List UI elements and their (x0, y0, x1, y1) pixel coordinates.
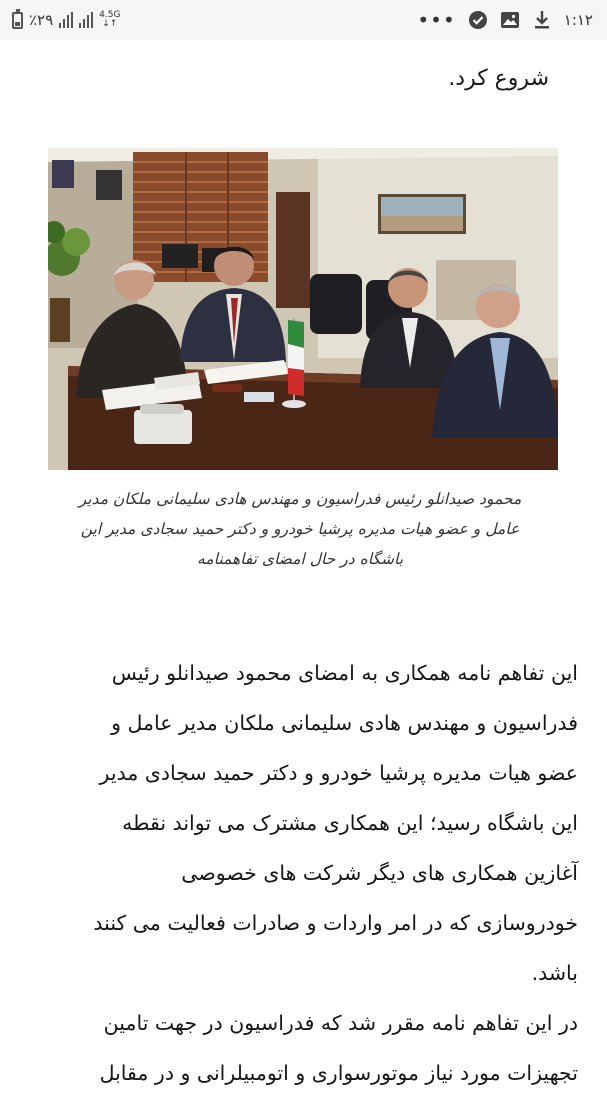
paragraph-line: عضو هیات مدیره پرشیا خودرو و دکتر حمید سجادی مدیر (99, 761, 578, 785)
status-right (417, 9, 593, 31)
paragraph-line: این تفاهم نامه همکاری به امضای محمود صیدانلو رئیس (111, 661, 578, 685)
data-arrows-icon: ↓↑ (102, 19, 118, 29)
shield-check-icon (468, 10, 488, 30)
caption-line: باشگاه در حال امضای تفاهمنامه (196, 550, 404, 568)
caption-line: عامل و عضو هیات مدیره پرشیا خودرو و دکتر حمید سجادی مدیر این (80, 520, 520, 538)
signal-icon (59, 12, 73, 28)
signing-ceremony-image (48, 148, 558, 470)
status-left (12, 9, 120, 31)
image-icon (500, 10, 520, 30)
battery-icon (12, 12, 23, 29)
clock: ۱:۱۲ (563, 11, 593, 29)
article-body (0, 40, 607, 1085)
overflow-icon: ••• (417, 8, 456, 32)
paragraph-line: تجهیزات مورد نیاز موتورسواری و اتومبیلرانی و در مقابل (99, 1061, 578, 1085)
paragraph-line: در این تفاهم نامه مقرر شد که فدراسیون در جهت تامین (103, 1011, 578, 1035)
paragraph-line: فدراسیون و مهندس هادی سلیمانی ملکان مدیر عامل و (111, 711, 578, 735)
signal-icon (79, 12, 93, 28)
caption-line: محمود صیدانلو رئیس فدراسیون و مهندس هادی سلیمانی ملکان مدیر (78, 490, 522, 508)
continued-paragraph: شروع کرد. (448, 66, 549, 91)
article-photo (48, 148, 558, 470)
status-bar (0, 0, 607, 40)
paragraph-line: آغازین همکاری های دیگر شرکت های خصوصی (181, 861, 578, 885)
network-indicator (99, 11, 120, 29)
battery-percent: ٪۲۹ (29, 11, 54, 29)
photo-caption (40, 484, 560, 574)
download-icon (532, 10, 552, 30)
article-paragraph (48, 648, 578, 1098)
network-type: 4.5G (99, 10, 121, 20)
paragraph-line: این باشگاه رسید؛ این همکاری مشترک می تواند نقطه (122, 811, 578, 835)
paragraph-line: باشد. (531, 961, 578, 985)
paragraph-line: خودروسازی که در امر واردات و صادرات فعالیت می کنند (93, 911, 578, 935)
